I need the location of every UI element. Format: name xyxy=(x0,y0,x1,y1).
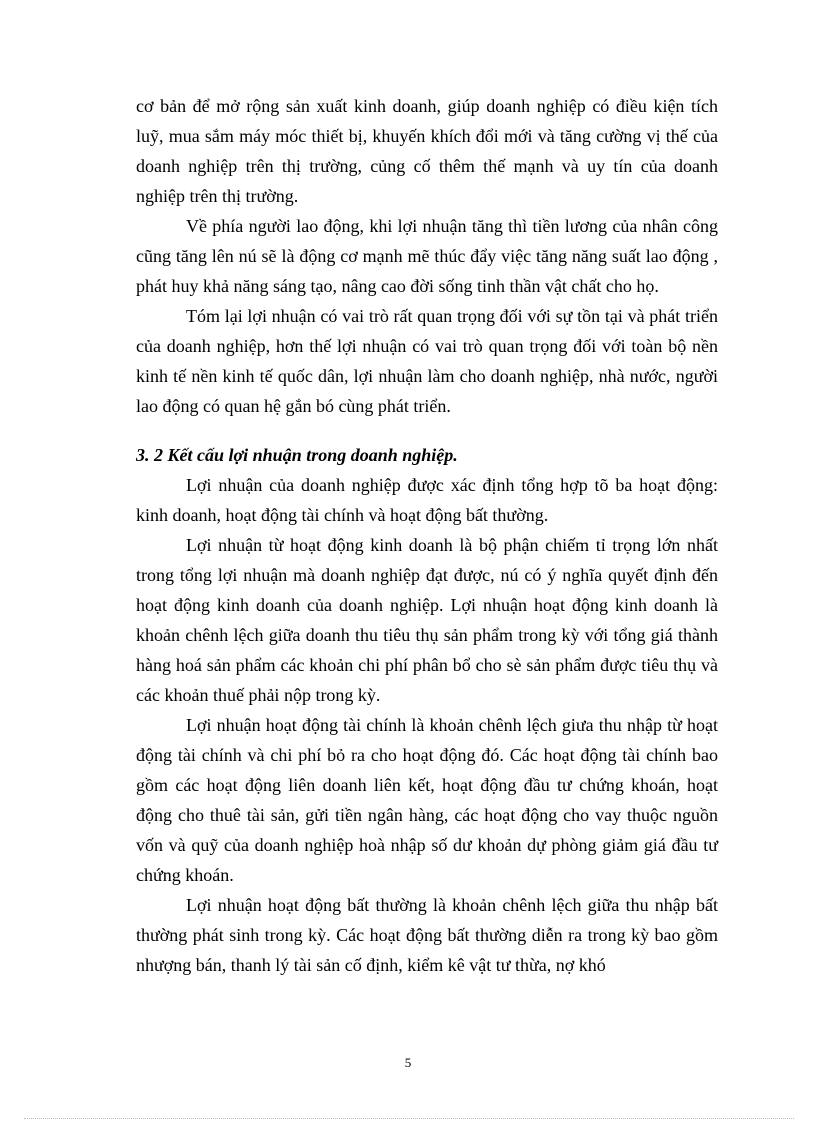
paragraph-business-profit: Lợi nhuận từ hoạt động kinh doanh là bộ phận chiếm tỉ trọng lớn nhất trong tổng lợi nhuận mà doanh nghiệp đạt được, nú có ý nghĩa quyết định đến hoạt động kinh doanh của doanh nghiệp. Lợi nhuận hoạt động kinh doanh là khoản chênh lệch giữa doanh thu tiêu thụ sản phẩm trong kỳ với tổng giá thành hàng hoá sản phẩm các khoản chi phí phân bổ cho sè sản phẩm được tiêu thụ và các khoản thuế phải nộp trong kỳ. xyxy=(136,535,718,705)
paragraph-profit-composition: Lợi nhuận của doanh nghiệp được xác định tổng hợp tõ ba hoạt động: kinh doanh, hoạt động tài chính và hoạt động bất thường. xyxy=(136,475,718,525)
paragraph-continuation: cơ bản để mở rộng sản xuất kinh doanh, giúp doanh nghiệp có điều kiện tích luỹ, mua sắm máy móc thiết bị, khuyến khích đổi mới và tăng cường vị thế của doanh nghiệp trên thị trường, củng cố thêm thế mạnh và uy tín của doanh nghiệp trên thị trường. xyxy=(136,96,718,206)
page-body xyxy=(136,91,718,980)
footer-divider xyxy=(24,1118,794,1119)
page-number: 5 xyxy=(404,1055,412,1070)
paragraph-financial-profit: Lợi nhuận hoạt động tài chính là khoản chênh lệch giưa thu nhập từ hoạt động tài chính và chi phí bỏ ra cho hoạt động đó. Các hoạt động tài chính bao gồm các hoạt động liên doanh liên kết, hoạt động đầu tư chứng khoán, hoạt động cho thuê tài sản, gửi tiền ngân hàng, các hoạt động cho vay thuộc nguồn vốn và quỹ của doanh nghiệp hoà nhập số dư khoản dự phòng giảm giá đầu tư chứng khoán. xyxy=(136,715,718,885)
paragraph-irregular-profit: Lợi nhuận hoạt động bất thường là khoản chênh lệch giữa thu nhập bất thường phát sinh trong kỳ. Các hoạt động bất thường diễn ra trong kỳ bao gồm nhượng bán, thanh lý tài sản cố định, kiểm kê vật tư thừa, nợ khó xyxy=(136,895,718,975)
paragraph-workers: Về phía người lao động, khi lợi nhuận tăng thì tiền lương của nhân công cũng tăng lên nú sẽ là động cơ mạnh mẽ thúc đẩy việc tăng năng suất lao động , phát huy khả năng sáng tạo, nâng cao đời sống tinh thần vật chất cho họ. xyxy=(136,216,718,296)
paragraph-summary: Tóm lại lợi nhuận có vai trò rất quan trọng đối với sự tồn tại và phát triển của doanh nghiệp, hơn thế lợi nhuận có vai trò quan trọng đối với toàn bộ nền kinh tế nền kinh tế quốc dân, lợi nhuận làm cho doanh nghiệp, nhà nước, người lao động có quan hệ gắn bó cùng phát triển. xyxy=(136,306,718,416)
section-heading: 3. 2 Kết cấu lợi nhuận trong doanh nghiệp. xyxy=(136,445,458,465)
